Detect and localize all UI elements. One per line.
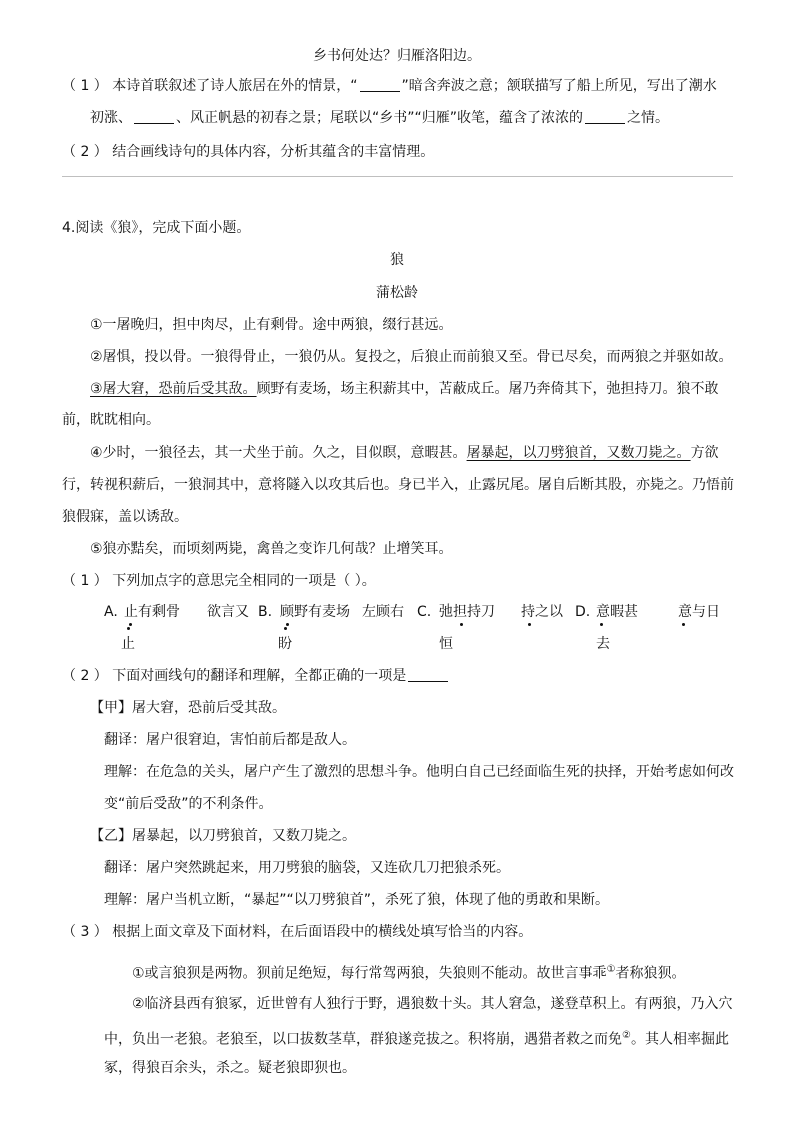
paragraph-4-text-b: 方欲	[690, 445, 719, 461]
essay-author: 蒲松龄	[376, 285, 418, 301]
prev-q1-text-e: 之情。	[627, 110, 670, 126]
option-a-label[interactable]: A.	[104, 604, 118, 620]
prev-q1-text-d: 、风正帆悬的初春之景；尾联以“乡书”“归雁”收笔，蕴含了浓浓的	[176, 110, 584, 126]
q2-jia-understanding: 理解：在危急的关头，屠户产生了激烈的思想斗争。他明白自己已经面临生死的抉择，开始考虑如何改	[104, 764, 734, 780]
option-b-word1: 顾野有麦场	[280, 604, 350, 620]
q2-stem	[62, 666, 450, 686]
material-2-cont	[104, 1026, 729, 1050]
q2-yi-translation: 翻译：屠户突然跳起来，用刀劈狼的脑袋，又连砍几刀把狼杀死。	[104, 860, 510, 876]
divider	[62, 176, 733, 177]
answer-blank[interactable]	[408, 667, 448, 682]
poem-line: 乡书何处达？归雁洛阳边。	[313, 48, 481, 64]
paragraph-5: ⑤狼亦黠矣，而顷刻两毙，禽兽之变诈几何哉？止增笑耳。	[90, 541, 453, 557]
option-d-label[interactable]: D.	[575, 604, 591, 620]
option-a-word2: 欲言又	[207, 604, 249, 620]
paragraph-4	[90, 443, 719, 463]
q2-jia-translation: 翻译：屠户很窘迫，害怕前后都是敌人。	[104, 732, 356, 748]
prev-q1-line2	[90, 108, 669, 128]
material-1-text-a: ①或言狼狈是两物。狈前足绝短，每行常驾两狼，失狼则不能动。故世言事乖	[132, 965, 607, 982]
option-d-word2: 意与日	[678, 604, 720, 620]
paragraph-3	[90, 379, 719, 399]
paragraph-2: ②屠惧，投以骨。一狼得骨止，一狼仍从。复投之，后狼止而前狼又至。骨已尽矣，而两狼之并驱如故。	[90, 349, 733, 365]
material-2: ②临济县西有狼冢，近世曾有人独行于野，遇狼数十头。其人窘急，遂登草积上。有两狼，乃入穴	[132, 996, 733, 1012]
emphasis-dot	[460, 623, 463, 626]
prev-q1-text-b: ”暗含奔波之意；颔联描写了船上所见，写出了潮水	[401, 78, 717, 94]
q2-yi-understanding: 理解：屠户当机立断，“暴起”“以刀劈狼首”，杀死了狼，体现了他的勇敢和果断。	[104, 892, 610, 908]
material-1-text-b: 者称狼狈。	[615, 965, 686, 982]
answer-blank[interactable]	[134, 109, 174, 124]
prev-q1-line1	[62, 76, 717, 96]
prev-q1-text-a: （ 1 ） 本诗首联叙述了诗人旅居在外的情景，“	[62, 78, 358, 94]
option-a-word1: 止有剩骨	[124, 604, 180, 620]
option-b-word2: 左顾右	[362, 604, 404, 620]
material-1	[132, 960, 686, 984]
paragraph-1: ①一屠晚归，担中肉尽，止有剩骨。途中两狼，缀行甚远。	[90, 317, 453, 333]
prev-q2: （ 2 ） 结合画线诗句的具体内容，分析其蕴含的丰富情理。	[62, 144, 435, 160]
footnote-marker: ①	[606, 964, 616, 975]
q2-jia-label: 【甲】屠大窘，恐前后受其敌。	[90, 700, 286, 716]
option-d-word2-cont: 去	[596, 636, 610, 652]
option-c-label[interactable]: C.	[417, 604, 432, 620]
q3-stem: （ 3 ） 根据上面文章及下面材料，在后面语段中的横线处填写恰当的内容。	[62, 924, 533, 940]
paragraph-3-cont: 前，眈眈相向。	[62, 412, 160, 428]
prev-q1-text-c: 初涨、	[90, 110, 132, 126]
answer-blank[interactable]	[360, 77, 400, 92]
q1-stem: （ 1 ） 下列加点字的意思完全相同的一项是（ ）。	[62, 573, 376, 589]
paragraph-4-cont2: 狼假寐，盖以诱敌。	[62, 509, 188, 525]
emphasis-dot	[600, 623, 603, 626]
emphasis-dot	[284, 627, 287, 630]
paragraph-4-text-a: ④少时，一狼径去，其一犬坐于前。久之，目似瞑，意暇甚。	[90, 445, 467, 461]
answer-blank[interactable]	[585, 109, 625, 124]
option-a-word2-cont: 止	[121, 636, 135, 652]
q2-yi-label: 【乙】屠暴起，以刀劈狼首，又数刀毙之。	[90, 828, 356, 844]
essay-title: 狼	[390, 252, 404, 268]
underlined-sentence-yi: 屠暴起，以刀劈狼首，又数刀毙之。	[466, 445, 691, 461]
option-b-word2-cont: 盼	[278, 636, 292, 652]
material-2-cont2: 冢，得狼百余头，杀之。疑老狼即狈也。	[104, 1060, 356, 1076]
paragraph-4-cont: 行，转视积薪后，一狼洞其中，意将隧入以攻其后也。身已半入，止露尻尾。屠自后断其股，亦毙之。乃悟前	[62, 477, 734, 493]
footnote-marker: ②	[622, 1030, 631, 1041]
option-b-label[interactable]: B.	[258, 604, 273, 620]
option-c-word2-cont: 恒	[439, 636, 453, 652]
underlined-sentence-jia: ③屠大窘，恐前后受其敌。	[90, 381, 257, 397]
emphasis-dot	[127, 627, 130, 630]
q2-jia-understanding-cont: 变“前后受敌”的不利条件。	[104, 796, 273, 812]
option-c-word1: 弛担持刀	[439, 604, 495, 620]
emphasis-dot	[682, 623, 685, 626]
option-d-word1: 意暇甚	[596, 604, 638, 620]
option-c-word2: 持之以	[521, 604, 563, 620]
q2-stem-text: （ 2 ） 下面对画线句的翻译和理解，全都正确的一项是	[62, 668, 407, 684]
section-heading: 4.阅读《狼》，完成下面小题。	[62, 220, 251, 236]
emphasis-dot	[528, 623, 531, 626]
material-2-text-b: 。其人相率掘此	[630, 1031, 729, 1048]
material-2-text-a: 中，负出一老狼。老狼至，以口拔数茎草，群狼遂竞拔之。积将崩，遇猎者救之而免	[104, 1031, 622, 1048]
emphasis-dot	[286, 623, 289, 626]
paragraph-3-text: 顾野有麦场，场主积薪其中，苫蔽成丘。屠乃奔倚其下，弛担持刀。狼不敢	[256, 381, 719, 397]
emphasis-dot	[129, 623, 132, 626]
